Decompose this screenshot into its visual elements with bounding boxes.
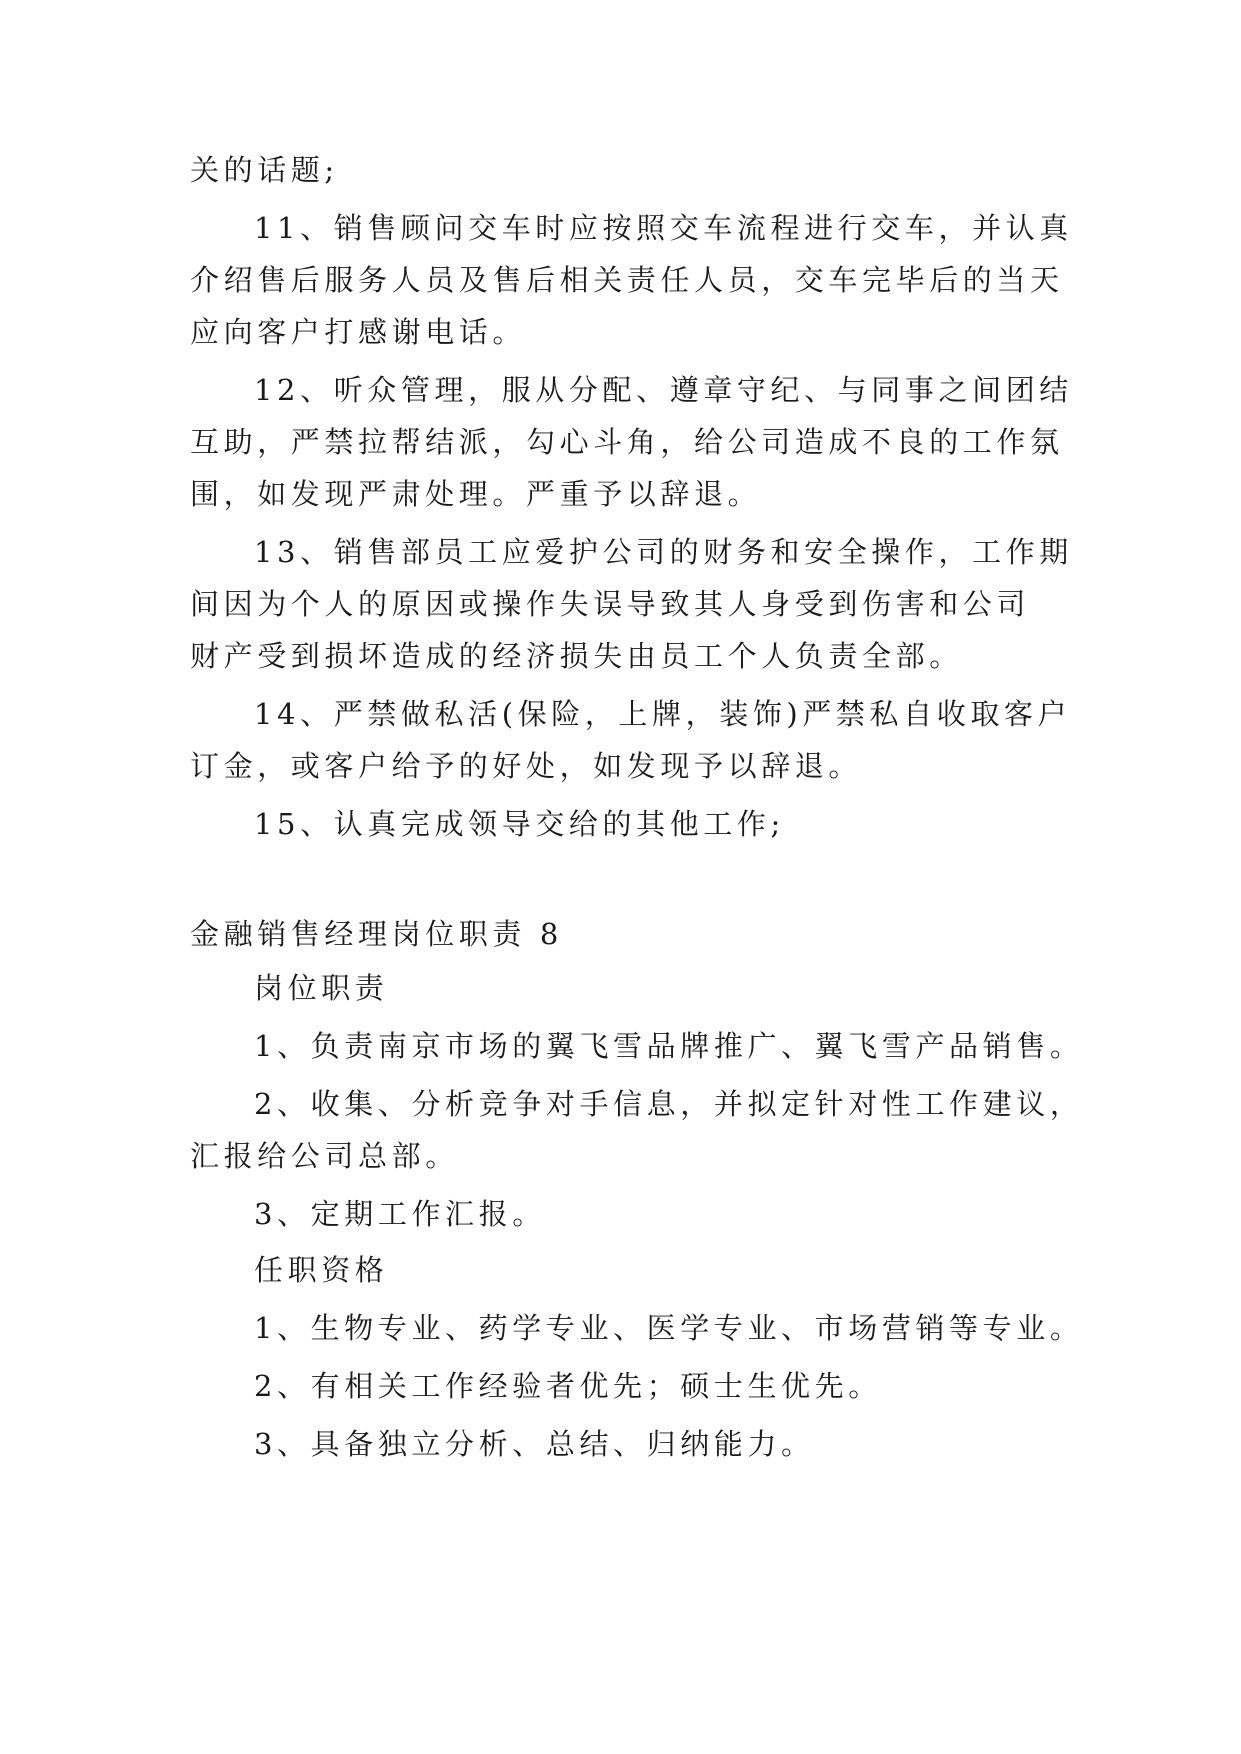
paragraph-line: 互助，严禁拉帮结派，勾心斗角，给公司造成不良的工作氛	[190, 425, 1064, 459]
paragraph-line: 15、认真完成领导交给的其他工作;	[254, 807, 785, 841]
paragraph-line: 应向客户打感谢电话。	[190, 315, 527, 349]
paragraph-line: 3、定期工作汇报。	[254, 1197, 546, 1231]
paragraph-line: 1、负责南京市场的翼飞雪品牌推广、翼飞雪产品销售。	[254, 1029, 1084, 1063]
paragraph-line: 11、销售顾问交车时应按照交车流程进行交车，并认真	[254, 211, 1073, 245]
paragraph-line: 财产受到损坏造成的经济损失由员工个人负责全部。	[190, 639, 963, 673]
paragraph-line: 介绍售后服务人员及售后相关责任人员，交车完毕后的当天	[190, 263, 1064, 297]
section-title: 金融销售经理岗位职责 8	[190, 917, 563, 951]
paragraph-line: 汇报给公司总部。	[190, 1139, 459, 1173]
paragraph-line: 14、严禁做私活(保险，上牌，装饰)严禁私自收取客户	[254, 697, 1072, 731]
paragraph-line: 13、销售部员工应爱护公司的财务和安全操作，工作期	[254, 535, 1073, 569]
paragraph-line: 订金，或客户给予的好处，如发现予以辞退。	[190, 749, 863, 783]
paragraph-line: 1、生物专业、药学专业、医学专业、市场营销等专业。	[254, 1311, 1084, 1345]
qualifications-heading: 任职资格	[254, 1253, 389, 1287]
paragraph-line: 2、收集、分析竞争对手信息，并拟定针对性工作建议，	[254, 1087, 1084, 1121]
duties-heading: 岗位职责	[254, 971, 389, 1005]
continuation-line: 关的话题;	[190, 153, 339, 187]
paragraph-line: 间因为个人的原因或操作失误导致其人身受到伤害和公司	[190, 587, 1031, 621]
paragraph-line: 3、具备独立分析、总结、归纳能力。	[254, 1427, 815, 1461]
paragraph-line: 围，如发现严肃处理。严重予以辞退。	[190, 477, 762, 511]
paragraph-line: 12、听众管理，服从分配、遵章守纪、与同事之间团结	[254, 373, 1073, 407]
paragraph-line: 2、有相关工作经验者优先；硕士生优先。	[254, 1369, 882, 1403]
